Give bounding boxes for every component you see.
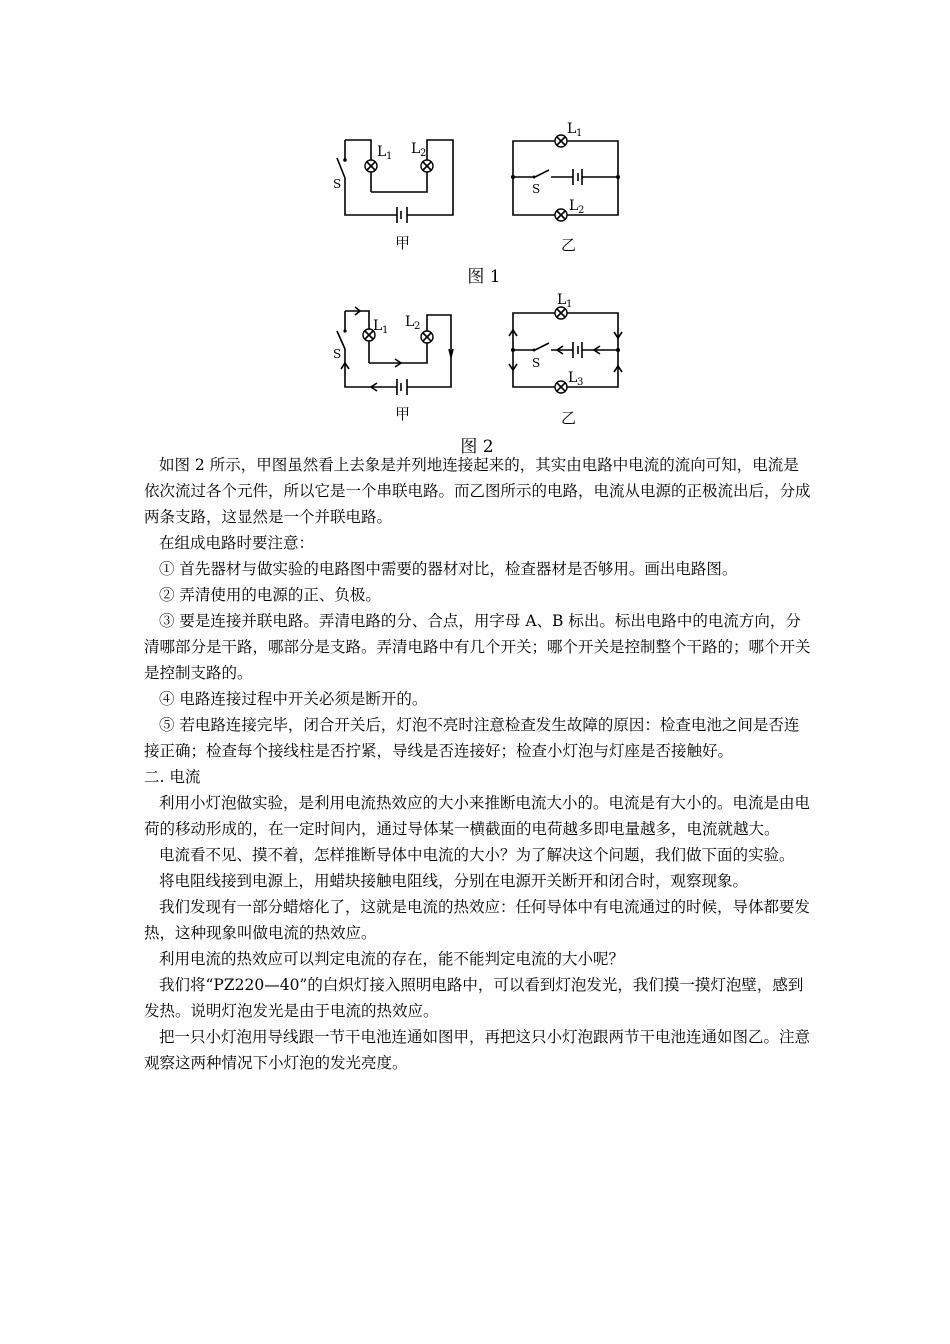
figure-label-yi: 乙 xyxy=(561,236,577,254)
list-item: ② 弄清使用的电源的正、负极。 xyxy=(159,586,381,604)
svg-text:1: 1 xyxy=(382,325,389,336)
paragraph: 利用小灯泡做实验，是利用电流热效应的大小来推断电流大小的。电流是有大小的。电流是由电荷的移动形成的，在一定时间内，通过导体某一横截面的电荷越多即电量越多，电流就越大。 xyxy=(144,794,811,838)
lamp-label: L xyxy=(411,141,421,157)
figure-label-jia: 甲 xyxy=(395,234,411,252)
paragraph: 如图 2 所示，甲图虽然看上去象是并列地连接起来的，其实由电路中电流的流向可知，电流是依次流过各个元件，所以它是一个串联电路。而乙图所示的电路，电流从电源的正极流出后，分成两条支路，这显然是一个并联电路。 xyxy=(144,456,811,526)
figure2-circuit-yi xyxy=(505,290,635,430)
svg-text:1: 1 xyxy=(576,128,583,139)
paragraph: 我们发现有一部分蜡熔化了，这就是电流的热效应：任何导体中有电流通过的时候，导体都要发热，这种现象叫做电流的热效应。 xyxy=(144,898,811,942)
paragraph: 把一只小灯泡用导线跟一节干电池连通如图甲，再把这只小灯泡跟两节干电池连通如图乙。注意观察这两种情况下小灯泡的发光亮度。 xyxy=(144,1028,811,1072)
svg-text:1: 1 xyxy=(566,299,573,310)
figure1-circuit-jia xyxy=(325,130,465,260)
lamp-label: L xyxy=(377,144,387,160)
figure1-circuit-yi xyxy=(505,120,635,260)
body-text xyxy=(144,452,812,1076)
svg-text:1: 1 xyxy=(386,151,393,162)
switch-label: S xyxy=(532,356,541,370)
svg-text:3: 3 xyxy=(577,377,584,388)
figure-label-yi: 乙 xyxy=(561,409,577,427)
figure2-circuit-jia xyxy=(325,305,465,430)
list-item: ⑤ 若电路连接完毕，闭合开关后，灯泡不亮时注意检查发生故障的原因：检查电池之间是否连接正确；检查每个接线柱是否拧紧，导线是否连接好；检查小灯泡与灯座是否接触好。 xyxy=(144,716,800,760)
figure-label-jia: 甲 xyxy=(395,405,411,423)
svg-text:2: 2 xyxy=(578,205,585,216)
switch-label: S xyxy=(333,347,342,361)
paragraph: 我们将“PZ220—40”的白炽灯接入照明电路中，可以看到灯泡发光，我们摸一摸灯泡壁，感到发热。说明灯泡发光是由于电流的热效应。 xyxy=(144,976,804,1020)
svg-text:2: 2 xyxy=(420,148,427,159)
lamp-label: L xyxy=(567,121,577,137)
paragraph: 将电阻线接到电源上，用蜡块接触电阻线，分别在电源开关断开和闭合时，观察现象。 xyxy=(159,872,749,890)
list-item: ③ 要是连接并联电路。弄清电路的分、合点，用字母 A、B 标出。标出电路中的电流方向，分清哪部分是干路，哪部分是支路。弄清电路中有几个开关；哪个开关是控制整个干路的；哪个开关是控制支路的。 xyxy=(144,612,811,682)
list-item: ① 首先器材与做实验的电路图中需要的器材对比，检查器材是否够用。画出电路图。 xyxy=(159,560,738,578)
paragraph: 利用电流的热效应可以判定电流的存在，能不能判定电流的大小呢？ xyxy=(159,950,625,968)
lamp-label: L xyxy=(557,292,567,308)
switch-label: S xyxy=(333,177,342,191)
figure2-caption: 图 2 xyxy=(460,437,494,457)
svg-text:2: 2 xyxy=(414,321,421,332)
lamp-label: L xyxy=(405,314,415,330)
paragraph: 在组成电路时要注意： xyxy=(159,534,315,552)
list-item: ④ 电路连接过程中开关必须是断开的。 xyxy=(159,690,428,708)
section-heading: 二. 电流 xyxy=(144,768,201,786)
lamp-label: L xyxy=(373,318,383,334)
lamp-label: L xyxy=(568,370,578,386)
figure1-caption: 图 1 xyxy=(467,267,501,287)
switch-label: S xyxy=(532,182,541,196)
lamp-label: L xyxy=(569,198,579,214)
paragraph: 电流看不见、摸不着，怎样推断导体中电流的大小？为了解决这个问题，我们做下面的实验。 xyxy=(159,846,795,864)
